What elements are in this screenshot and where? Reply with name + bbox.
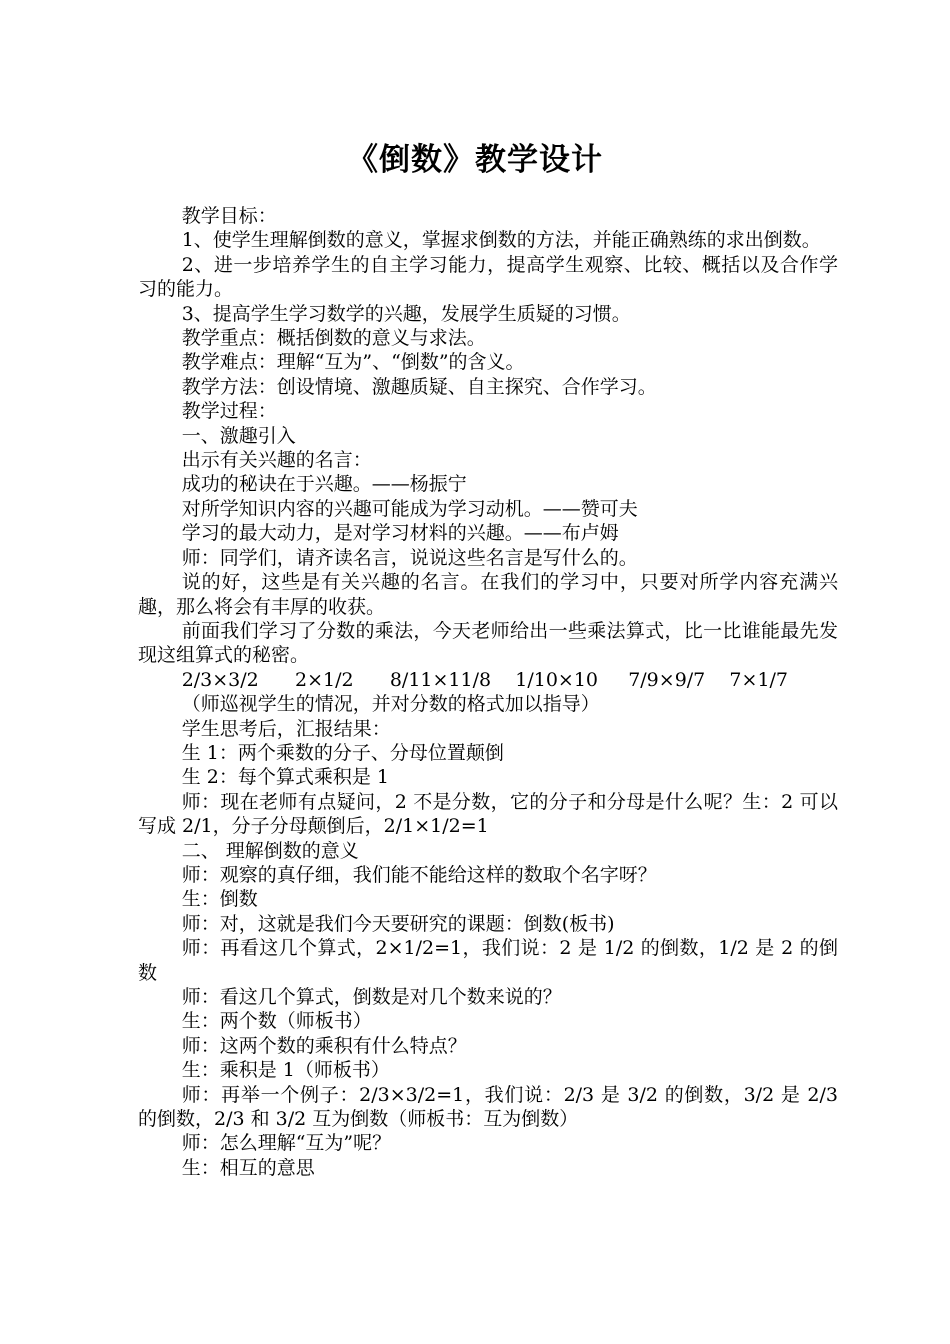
paragraph-teacher-question-2: 师：现在老师有点疑问，2 不是分数，它的分子和分母是什么呢？生：2 可以写成 2/1，分子分母颠倒后，2/1×1/2=1 (138, 790, 838, 838)
paragraph-teacher-topic: 师：对，这就是我们今天要研究的课题：倒数(板书) (181, 912, 615, 935)
paragraph-teaching-goals-heading: 教学目标： (181, 205, 277, 227)
paragraph-quote-1: 成功的秘诀在于兴趣。——杨振宁 (181, 473, 467, 496)
paragraph-teacher-example-2: 师：再看这几个算式，2×1/2=1，我们说：2 是 1/2 的倒数，1/2 是 2 的倒数 (138, 937, 838, 984)
paragraph-student-2: 生 2：每个算式乘积是 1 (181, 766, 389, 789)
document-body (138, 204, 838, 1180)
paragraph-teacher-mutual: 师：怎么理解“互为”呢？ (181, 1132, 392, 1155)
paragraph-quote-3: 学习的最大动力，是对学习材料的兴趣。——布卢姆 (181, 522, 619, 545)
paragraph-difficulties: 教学难点：理解“互为”、“倒数”的含义。 (181, 351, 525, 374)
paragraph-section-1-heading: 一、激趣引入 (181, 424, 296, 447)
paragraph-process-heading: 教学过程： (181, 400, 277, 423)
paragraph-teacher-example-23: 师：再举一个例子：2/3×3/2=1，我们说：2/3 是 3/2 的倒数，3/2 是 2/3 的倒数，2/3 和 3/2 互为倒数（师板书：互为倒数） (138, 1083, 838, 1131)
paragraph-key-points: 教学重点：概括倒数的意义与求法。 (181, 327, 486, 350)
document-title: 《倒数》教学设计 (347, 142, 603, 178)
paragraph-equations: 2/3×3/2 2×1/2 8/11×11/8 1/10×10 7/9×9/7 7×1/7 (181, 668, 789, 691)
paragraph-student-product-one: 生：乘积是 1（师板书） (181, 1059, 390, 1082)
paragraph-goal-3: 3、提高学生学习数学的兴趣，发展学生质疑的习惯。 (181, 302, 631, 325)
paragraph-teacher-observes: （师巡视学生的情况，并对分数的格式加以指导） (181, 693, 600, 716)
paragraph-goal-1: 1、使学生理解倒数的意义，掌握求倒数的方法，并能正确熟练的求出倒数。 (181, 229, 821, 252)
paragraph-teacher-naming: 师：观察的真仔细，我们能不能给这样的数取个名字呀？ (181, 863, 657, 886)
paragraph-section-2-heading: 二、 理解倒数的意义 (181, 839, 359, 862)
paragraph-student-1: 生 1：两个乘数的分子、分母位置颠倒 (181, 741, 504, 764)
paragraph-quotes-intro: 出示有关兴趣的名言： (181, 449, 372, 472)
paragraph-multiplication-intro: 前面我们学习了分数的乘法，今天老师给出一些乘法算式，比一比谁能最先发现这组算式的秘密。 (138, 619, 838, 667)
paragraph-goal-2: 2、进一步培养学生的自主学习能力，提高学生观察、比较、概括以及合作学习的能力。 (138, 253, 838, 301)
paragraph-well-said: 说的好，这些是有关兴趣的名言。在我们的学习中，只要对所学内容充满兴趣，那么将会有丰厚的收获。 (138, 571, 838, 618)
paragraph-student-two-numbers: 生：两个数（师板书） (181, 1010, 372, 1033)
paragraph-students-report: 学生思考后，汇报结果： (181, 717, 391, 740)
paragraph-student-reciprocal: 生：倒数 (181, 888, 258, 911)
paragraph-teacher-how-many: 师：看这几个算式，倒数是对几个数来说的？ (181, 986, 562, 1008)
paragraph-quote-2: 对所学知识内容的兴趣可能成为学习动机。——赞可夫 (181, 497, 638, 520)
paragraph-teacher-product: 师：这两个数的乘积有什么特点？ (181, 1034, 467, 1057)
paragraph-methods: 教学方法：创设情境、激趣质疑、自主探究、合作学习。 (181, 375, 657, 398)
paragraph-student-mutual: 生：相互的意思 (181, 1156, 315, 1179)
paragraph-teacher-read: 师：同学们，请齐读名言，说说这些名言是写什么的。 (181, 546, 638, 569)
